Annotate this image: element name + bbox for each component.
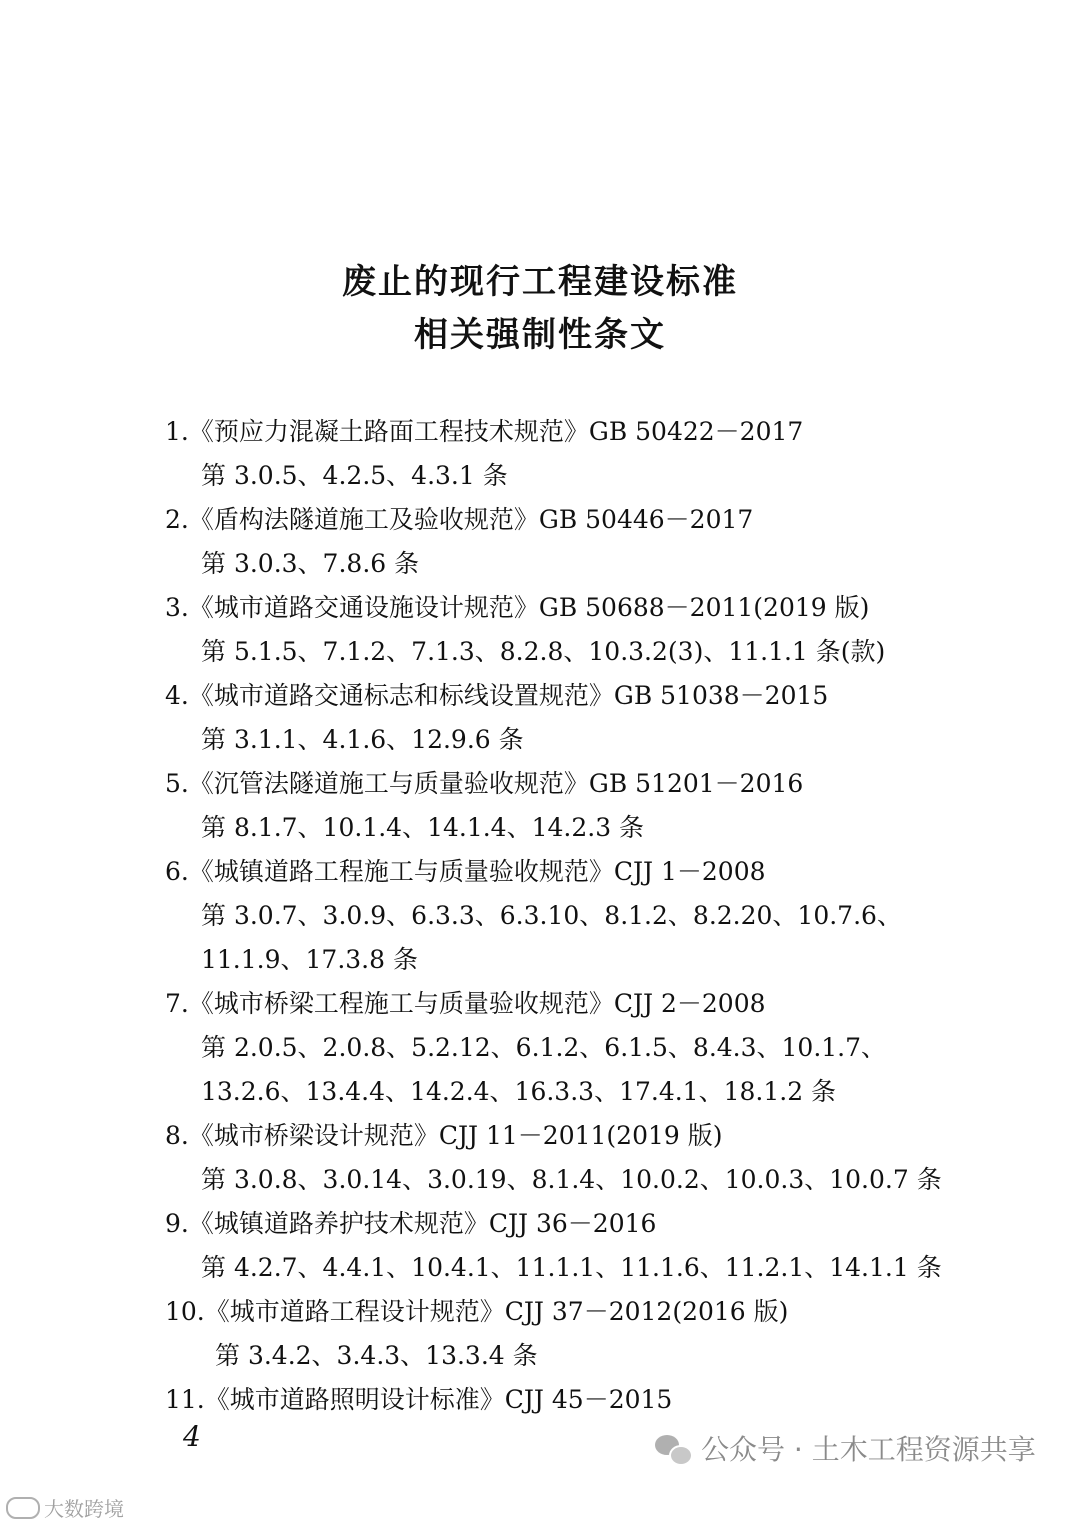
corner-watermark [6, 1493, 124, 1522]
standard-clauses: 第 8.1.7、10.1.4、14.1.4、14.2.3 条 [201, 813, 645, 842]
standard-clauses: 11.1.9、17.3.8 条 [201, 945, 418, 974]
page-number: 4 [183, 1420, 201, 1453]
standard-title: 1.《预应力混凝土路面工程技术规范》GB 50422－2017 [165, 417, 804, 446]
standard-clauses: 第 5.1.5、7.1.2、7.1.3、8.2.8、10.3.2(3)、11.1.1 条(款) [201, 637, 886, 666]
standard-clauses: 第 3.0.5、4.2.5、4.3.1 条 [201, 461, 508, 490]
standard-title: 8.《城市桥梁设计规范》CJJ 11－2011(2019 版) [165, 1121, 723, 1150]
corner-watermark-text: 大数跨境 [44, 1497, 124, 1521]
standard-clauses: 第 3.1.1、4.1.6、12.9.6 条 [201, 725, 524, 754]
wechat-icon [655, 1433, 691, 1463]
document-title-line-2: 相关强制性条文 [414, 315, 666, 355]
standard-clauses: 第 3.4.2、3.4.3、13.3.4 条 [215, 1341, 538, 1370]
standard-title: 11.《城市道路照明设计标准》CJJ 45－2015 [165, 1385, 673, 1414]
standard-title: 7.《城市桥梁工程施工与质量验收规范》CJJ 2－2008 [165, 989, 766, 1018]
standard-title: 9.《城镇道路养护技术规范》CJJ 36－2016 [165, 1209, 657, 1238]
standard-title: 2.《盾构法隧道施工及验收规范》GB 50446－2017 [165, 505, 754, 534]
standard-title: 5.《沉管法隧道施工与质量验收规范》GB 51201－2016 [165, 769, 804, 798]
standard-title: 4.《城市道路交通标志和标线设置规范》GB 51038－2015 [165, 681, 829, 710]
standard-clauses: 第 3.0.7、3.0.9、6.3.3、6.3.10、8.1.2、8.2.20、10.7.6、 [201, 901, 902, 930]
standard-title: 10.《城市道路工程设计规范》CJJ 37－2012(2016 版) [165, 1297, 789, 1326]
standard-clauses: 13.2.6、13.4.4、14.2.4、16.3.3、17.4.1、18.1.2 条 [201, 1077, 837, 1106]
standard-title: 6.《城镇道路工程施工与质量验收规范》CJJ 1－2008 [165, 857, 766, 886]
wechat-watermark [655, 1428, 1036, 1468]
standard-clauses: 第 3.0.8、3.0.14、3.0.19、8.1.4、10.0.2、10.0.3、10.0.7 条 [201, 1165, 942, 1194]
document-title-line-1: 废止的现行工程建设标准 [342, 262, 738, 302]
logo-icon [6, 1497, 40, 1519]
standard-clauses: 第 2.0.5、2.0.8、5.2.12、6.1.2、6.1.5、8.4.3、10.1.7、 [201, 1033, 887, 1062]
standard-title: 3.《城市道路交通设施设计规范》GB 50688－2011(2019 版) [165, 593, 870, 622]
standard-clauses: 第 4.2.7、4.4.1、10.4.1、11.1.1、11.1.6、11.2.1、14.1.1 条 [201, 1253, 942, 1282]
wechat-watermark-text: 公众号 · 土木工程资源共享 [701, 1433, 1036, 1466]
standard-clauses: 第 3.0.3、7.8.6 条 [201, 549, 420, 578]
